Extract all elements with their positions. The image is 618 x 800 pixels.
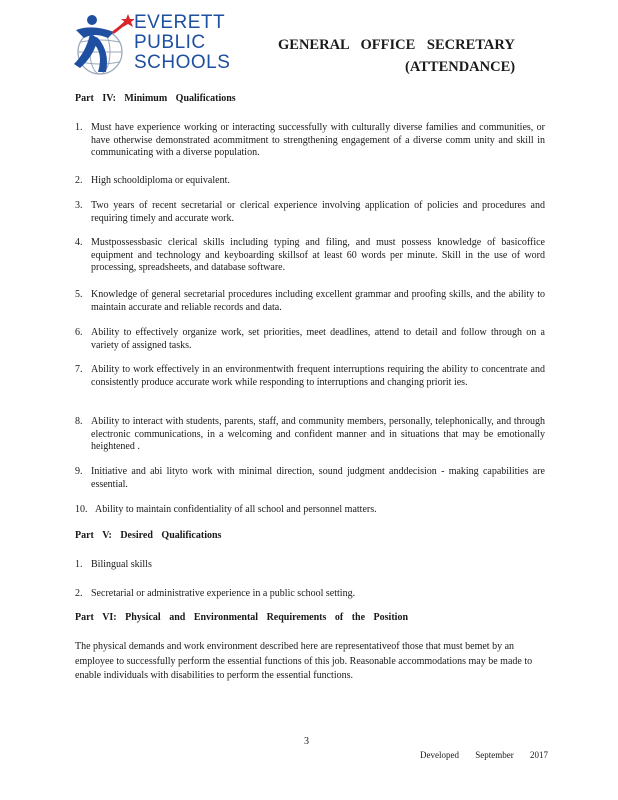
item-number: 4. [75,237,83,248]
list-item [75,559,545,572]
item-number: 1. [75,559,83,570]
item-text: Knowledge of general secretarial procedures including excellent grammar and proofing skills, and the ability to maintain accurate and reliable records and data. [91,289,545,313]
item-text: Bilingual skills [91,559,152,570]
list-item [75,175,545,188]
item-text: Ability to maintain confidentiality of all school and personnel matters. [95,504,377,515]
list-item [75,122,545,160]
list-item [75,237,545,275]
list-item [75,504,545,517]
list-item [75,327,545,352]
item-text: Mustpossessbasic clerical skills including typing and filing, and must possess knowledge of basicoffice equipment and technology and keyboarding skillsof at least 60 words per minute. Skill in the use of word processing, spreadsheets, and database software. [91,237,545,274]
list-item [75,200,545,225]
item-text: High schooldiploma or equivalent. [91,175,230,186]
page-title: GENERAL OFFICE SECRETARY [278,37,515,53]
item-text: Initiative and abi lityto work with minimal direction, sound judgment anddecision - making capabilities are essential. [91,466,545,490]
item-number: 9. [75,466,83,477]
item-text: Two years of recent secretarial or clerical experience involving application of policies and procedures and requiring timely and accurate work. [91,200,545,224]
item-number: 10. [75,504,88,515]
developed-note: Developed September 2017 [420,750,548,760]
part6-paragraph: The physical demands and work environment described here are representativeof those that must bemet by an employee to successfully perform the essential functions of this job. Reasonable accommodations may be made to enable individuals with disabilities to perform the essential functions. [75,641,533,681]
part6-heading: Part VI: Physical and Environmental Requirements of the Position [75,612,409,623]
item-number: 8. [75,416,83,427]
item-text: Must have experience working or interacting successfully with culturally diverse families and communities, or have otherwise demonstrated acommitment to strengthening engagement of a diverse comm unity and skill in communicating with a diverse population. [91,122,545,159]
item-number: 2. [75,588,83,599]
item-number: 6. [75,327,83,338]
item-number: 2. [75,175,83,186]
list-item [75,416,545,454]
globe-figure-icon [70,12,134,78]
list-item [75,289,545,314]
logo-wordmark [134,13,230,73]
list-item [75,466,545,491]
logo-line-3: SCHOOLS [134,52,231,73]
part5-heading: Part V: Desired Qualifications [75,530,222,541]
item-number: 3. [75,200,83,211]
item-number: 7. [75,364,83,375]
item-text: Secretarial or administrative experience in a public school setting. [91,588,356,599]
page-number: 3 [304,736,309,747]
item-text: Ability to effectively organize work, set priorities, meet deadlines, attend to detail and follow through on a variety of assigned tasks. [91,327,545,351]
item-text: Ability to interact with students, parents, staff, and community members, personally, telephonically, and through electronic communications, in a welcoming and confident manner and in situations that may be emotionally heightened . [91,416,545,453]
logo-line-2: PUBLIC [134,32,206,53]
item-text: Ability to work effectively in an environmentwith frequent interruptions requiring the ability to concentrate and consistently produce accurate work while responding to interruptions and changing priorit ies. [91,364,545,388]
part4-heading: Part IV: Minimum Qualifications [75,93,236,104]
list-item [75,588,545,601]
logo-line-1: EVERETT [134,12,226,33]
page-subtitle: (ATTENDANCE) [405,59,516,75]
item-number: 1. [75,122,83,133]
item-number: 5. [75,289,83,300]
list-item [75,364,545,389]
